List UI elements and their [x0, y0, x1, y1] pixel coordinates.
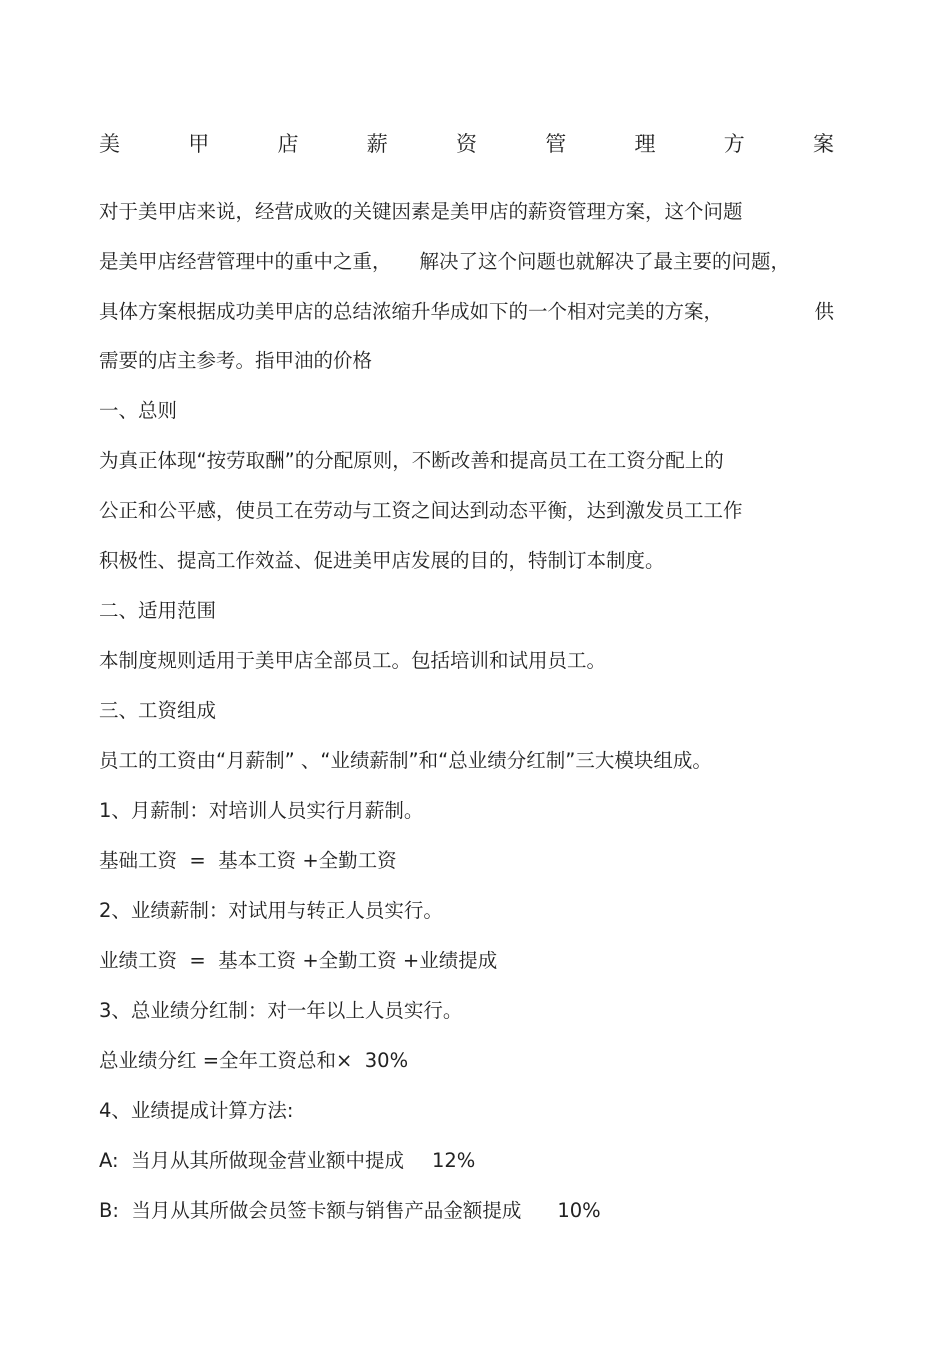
title-char: 理	[634, 132, 656, 156]
general-line-2: 公正和公平感，使员工在劳动与工资之间达到动态平衡，达到激发员工工作	[99, 499, 743, 522]
title-char: 案	[813, 132, 834, 156]
section-heading-general: 一、总则	[99, 399, 178, 422]
title-char: 店	[277, 132, 299, 156]
title-char: 甲	[188, 132, 210, 156]
section-heading-scope: 二、适用范围	[99, 599, 217, 622]
commission-b	[99, 1196, 601, 1226]
title-char: 资	[456, 132, 477, 156]
commission-a	[99, 1146, 475, 1176]
title-char: 薪	[366, 132, 388, 156]
intro-line-2b: 解决了这个问题也就解决了最主要的问题，	[419, 250, 791, 273]
commission-b-text: B: 当月从其所做会员签卡额与销售产品金额提成	[99, 1199, 522, 1222]
intro-line-3	[99, 297, 834, 327]
salary-formula-2: 业绩工资 = 基本工资 +全勤工资 +业绩提成	[99, 949, 498, 972]
general-line-1: 为真正体现“按劳取酬”的分配原则，不断改善和提高员工在工资分配上的	[99, 449, 724, 472]
commission-a-value: 12%	[431, 1149, 476, 1172]
title-char: 管	[545, 132, 567, 156]
scope-line-1: 本制度规则适用于美甲店全部员工。包括培训和试用员工。	[99, 649, 607, 672]
salary-formula-1: 基础工资 = 基本工资 +全勤工资	[99, 849, 397, 872]
page-title	[99, 128, 834, 160]
intro-line-4: 需要的店主参考。指甲油的价格	[99, 349, 373, 372]
intro-line-2a: 是美甲店经营管理中的重中之重，	[99, 250, 392, 273]
title-char: 美	[99, 132, 120, 156]
commission-a-text: A: 当月从其所做现金营业额中提成	[99, 1149, 404, 1172]
intro-line-2	[99, 247, 790, 277]
section-heading-salary: 三、工资组成	[99, 699, 217, 722]
general-line-3: 积极性、提高工作效益、促进美甲店发展的目的，特制订本制度。	[99, 549, 665, 572]
salary-item-1: 1、月薪制：对培训人员实行月薪制。	[99, 799, 424, 822]
intro-line-1: 对于美甲店来说，经营成败的关键因素是美甲店的薪资管理方案，这个问题	[99, 200, 743, 223]
salary-item-3: 3、总业绩分红制：对一年以上人员实行。	[99, 999, 463, 1022]
salary-item-2: 2、业绩薪制：对试用与转正人员实行。	[99, 899, 443, 922]
intro-line-3a: 具体方案根据成功美甲店的总结浓缩升华成如下的一个相对完美的方案，	[99, 300, 724, 323]
salary-formula-3: 总业绩分红 =全年工资总和× 30%	[99, 1049, 409, 1072]
salary-intro: 员工的工资由“月薪制” 、“业绩薪制”和“总业绩分红制”三大模块组成。	[99, 749, 712, 772]
title-char: 方	[723, 132, 745, 156]
intro-line-3b: 供	[814, 300, 834, 323]
salary-item-4: 4、业绩提成计算方法:	[99, 1099, 294, 1122]
commission-b-value: 10%	[557, 1199, 601, 1222]
